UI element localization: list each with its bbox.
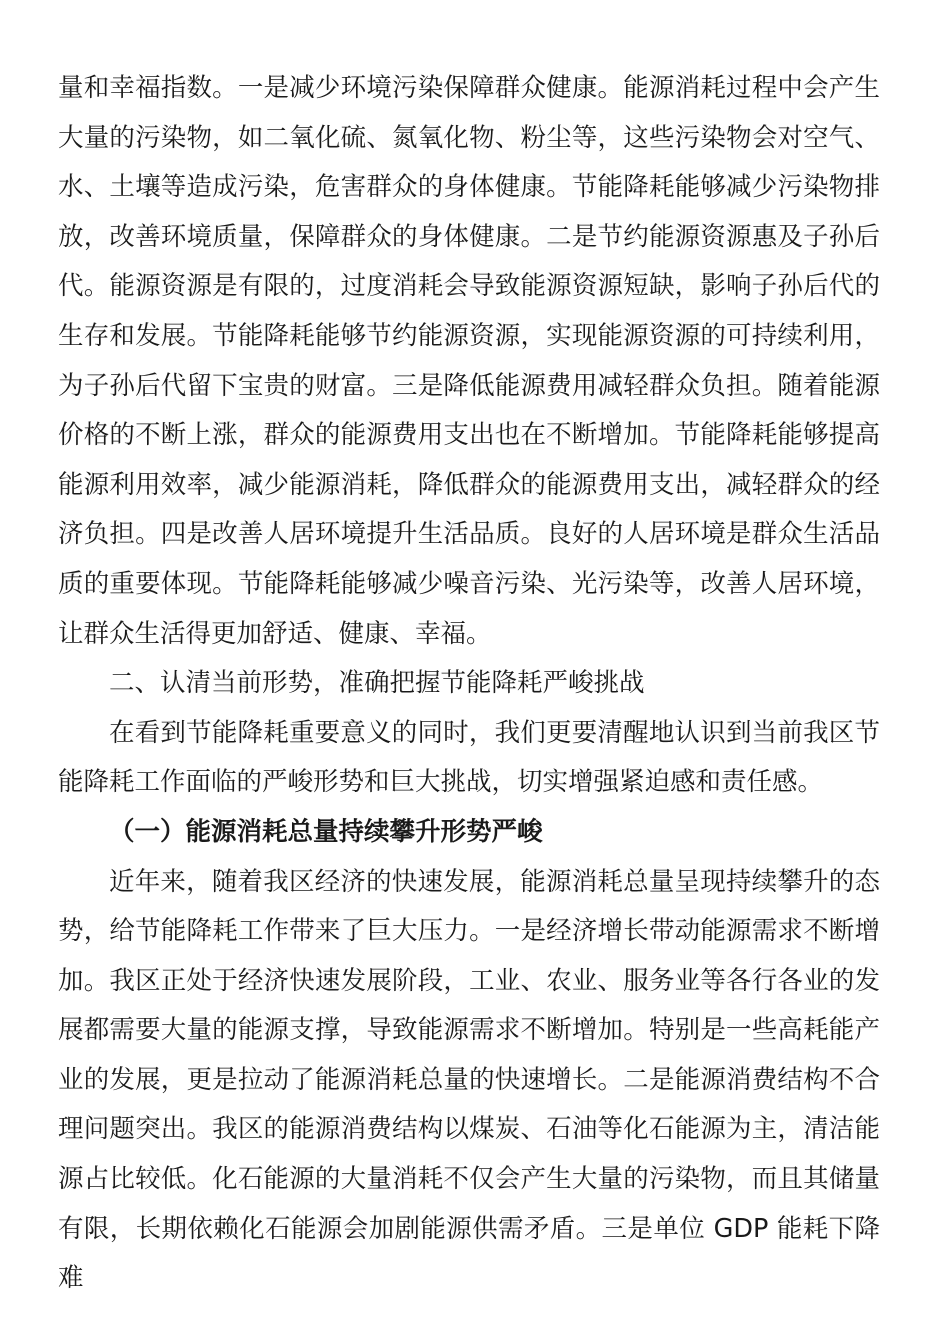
body-paragraph: 近年来，随着我区经济的快速发展，能源消耗总量呈现持续攀升的态势，给节能降耗工作带来了巨大压力。一是经济增长带动能源需求不断增加。我区正处于经济快速发展阶段，工业、农业、服务业等各行各业的发展都需要大量的能源支撑，导致能源需求不断增加。特别是一些高耗能产业的发展，更是拉动了能源消耗总量的快速增长。二是能源消费结构不合理问题突出。我区的能源消费结构以煤炭、石油等化石能源为主，清洁能源占比较低。化石能源的大量消耗不仅会产生大量的污染物，而且其储量有限，长期依赖化石能源会加剧能源供需矛盾。三是单位 GDP 能耗下降难 [58,866,880,1294]
body-paragraph: 在看到节能降耗重要意义的同时，我们更要清醒地认识到当前我区节能降耗工作面临的严峻形势和巨大挑战，切实增强紧迫感和责任感。 [58,717,880,798]
subsection-heading: （一）能源消耗总量持续攀升形势严峻 [109,816,543,847]
section-heading: 二、认清当前形势，准确把握节能降耗严峻挑战 [109,668,645,699]
document-page [58,64,880,1304]
body-paragraph: 量和幸福指数。一是减少环境污染保障群众健康。能源消耗过程中会产生大量的污染物，如二氧化硫、氮氧化物、粉尘等，这些污染物会对空气、水、土壤等造成污染，危害群众的身体健康。节能降耗能够减少污染物排放，改善环境质量，保障群众的身体健康。二是节约能源资源惠及子孙后代。能源资源是有限的，过度消耗会导致能源资源短缺，影响子孙后代的生存和发展。节能降耗能够节约能源资源，实现能源资源的可持续利用，为子孙后代留下宝贵的财富。三是降低能源费用减轻群众负担。随着能源价格的不断上涨，群众的能源费用支出也在不断增加。节能降耗能够提高能源利用效率，减少能源消耗，降低群众的能源费用支出，减轻群众的经济负担。四是改善人居环境提升生活品质。良好的人居环境是群众生活品质的重要体现。节能降耗能够减少噪音污染、光污染等，改善人居环境，让群众生活得更加舒适、健康、幸福。 [58,73,880,649]
